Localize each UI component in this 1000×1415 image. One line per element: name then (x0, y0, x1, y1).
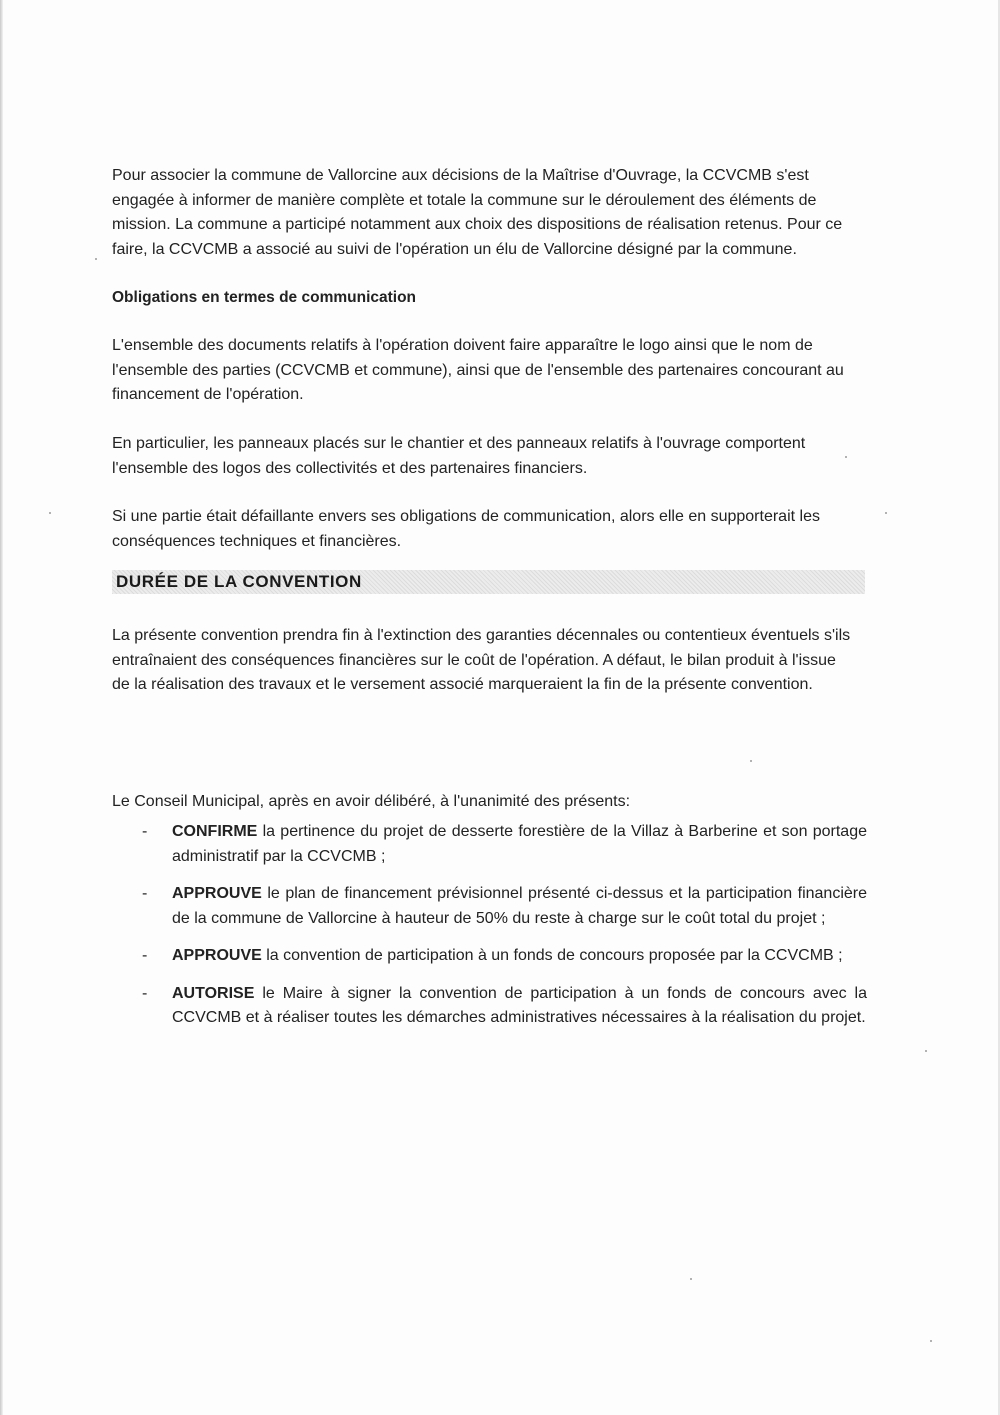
decision-list (112, 820, 867, 1044)
decision-item (112, 982, 867, 1031)
scan-speck (925, 1050, 927, 1052)
list-bullet: - (142, 947, 148, 964)
decision-text: la pertinence du projet de desserte forestière de la Villaz à Barberine et son portage administratif par la CCVCMB ; (172, 823, 867, 865)
decision-text: le Maire à signer la convention de participation à un fonds de concours avec la CCVCMB et à réaliser toutes les démarches administratives nécessaires à la réalisation du projet. (172, 984, 867, 1026)
section-title: DURÉE DE LA CONVENTION (116, 572, 362, 591)
decision-keyword: AUTORISE (172, 984, 255, 1002)
scan-edge-left (0, 0, 3, 1415)
scan-speck (750, 760, 752, 762)
paragraph-association: Pour associer la commune de Vallorcine aux décisions de la Maîtrise d'Ouvrage, la CCVCMB s'est engagée à informer de manière complète et totale la commune sur le déroulement des éléments de mission. La commune a participé notamment aux choix des dispositions de réalisation retenus. Pour ce faire, la CCVCMB a associé au suivi de l'opération un élu de Vallorcine désigné par la commune. (112, 167, 843, 258)
scan-speck (845, 456, 847, 458)
paragraph-defaillance: Si une partie était défaillante envers ses obligations de communication, alors elle en supporterait les conséquences techniques et financières. (112, 508, 820, 550)
list-bullet: - (142, 823, 148, 840)
scan-speck (49, 512, 51, 514)
section-header-band (112, 570, 865, 594)
deliberation-intro: Le Conseil Municipal, après en avoir délibéré, à l'unanimité des présents: (112, 793, 631, 810)
decision-item (112, 882, 867, 931)
scan-speck (690, 1278, 692, 1280)
paragraph-documents: L'ensemble des documents relatifs à l'opération doivent faire apparaître le logo ainsi que le nom de l'ensemble des parties (CCVCMB et commune), ainsi que de l'ensemble des partenaires concourant au financement de l'opération. (112, 337, 844, 403)
decision-keyword: APPROUVE (172, 947, 262, 964)
list-bullet: - (142, 984, 148, 1002)
scan-speck (930, 1340, 932, 1342)
decision-text: la convention de participation à un fonds de concours proposée par la CCVCMB ; (261, 947, 843, 964)
decision-keyword: CONFIRME (172, 823, 258, 840)
decision-item (112, 820, 867, 869)
scan-speck (95, 258, 97, 260)
paragraph-panneaux: En particulier, les panneaux placés sur le chantier et des panneaux relatifs à l'ouvrage comportent l'ensemble des logos des collectivités et des partenaires financiers. (112, 435, 806, 477)
decision-keyword: APPROUVE (172, 885, 262, 902)
subheading-communication: Obligations en termes de communication (112, 289, 417, 306)
paragraph-duree: La présente convention prendra fin à l'extinction des garanties décennales ou contentieux éventuels s'ils entraînaient des conséquences financières sur le coût de l'opération. A défaut, le bilan produit à l'issue de la réalisation des travaux et le versement associé marqueraient la fin de la présente convention. (112, 627, 851, 693)
scan-speck (885, 512, 887, 514)
decision-item (112, 944, 867, 969)
list-bullet: - (142, 885, 148, 902)
decision-text: le plan de financement prévisionnel présenté ci-dessus et la participation financière de la commune de Vallorcine à hauteur de 50% du reste à charge sur le coût total du projet ; (172, 885, 867, 927)
